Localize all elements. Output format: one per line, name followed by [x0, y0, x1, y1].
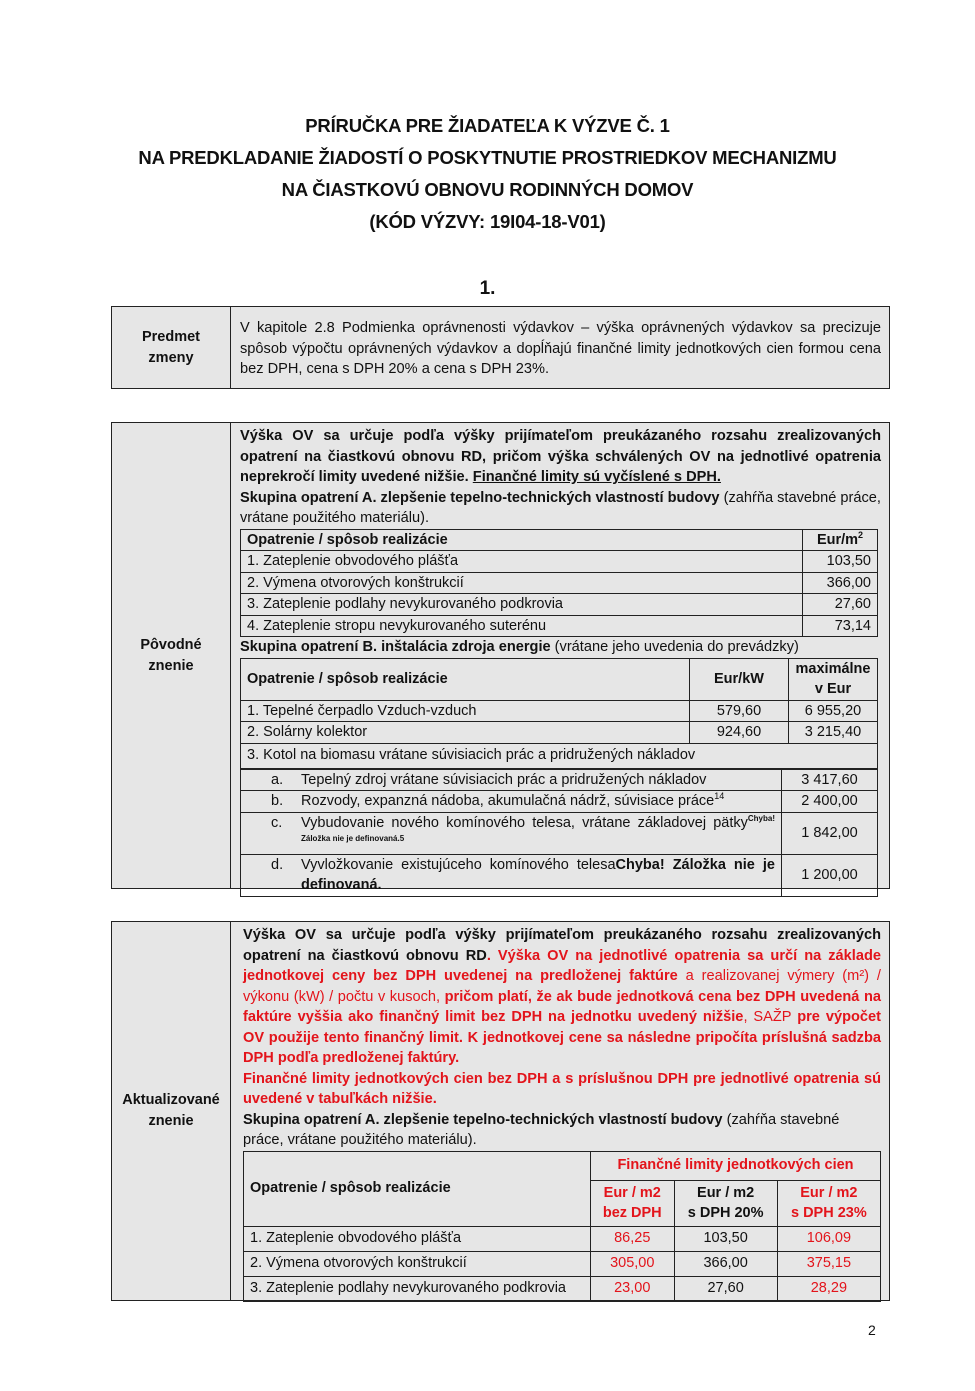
row-dph-20: 366,00: [674, 1251, 777, 1276]
original-intro: [240, 426, 881, 488]
col-header-bez-dph: [591, 1180, 675, 1226]
row-label: 1. Zateplenie obvodového plášťa: [241, 551, 803, 573]
updated-content: [231, 922, 889, 1300]
original-intro-bold: Výška OV sa určuje podľa výšky prijímateľom preukázaného rozsahu zrealizovaných opatrení na čiastkovú obnovu RD, pričom výška schválených OV na jednotlivé opatrenia neprekročí limity uvedené nižšie.: [240, 428, 881, 485]
row-dph-20: 27,60: [674, 1276, 777, 1301]
original-table-a: [240, 529, 878, 638]
table-row: [241, 551, 878, 573]
row-label: 4. Zateplenie stropu nevykurovaného suterénu: [241, 615, 803, 637]
group-b-note: (vrátane jeho uvedenia do prevádzky): [550, 639, 799, 655]
title-line-3: NA ČIASTKOVÚ OBNOVU RODINNÝCH DOMOV: [281, 179, 694, 200]
row-label: 3. Zateplenie podlahy nevykurovaného podkrovia: [244, 1276, 591, 1301]
col-header-measure: Opatrenie / spôsob realizácie: [241, 529, 803, 551]
row-dph-20: 103,50: [674, 1226, 777, 1251]
row-eur-kw: 579,60: [690, 700, 789, 722]
updated-group-a: [243, 1110, 881, 1151]
row-label: 2. Výmena otvorových konštrukcií: [241, 572, 803, 594]
bookmark-error: Chyba! Záložka nie je definovaná.5: [301, 814, 775, 844]
table-row: [244, 1251, 881, 1276]
original-label-line1: Pôvodné: [140, 636, 202, 653]
p1-red-b: , SAŽP: [743, 1009, 798, 1025]
table-row: [241, 700, 878, 722]
original-box: [111, 422, 890, 893]
p1-red-bold-c: pre výpočet OV použije tento finančný limit. K jednotkovej cene sa následne pripočíta príslušná sadzba DPH podľa predloženej faktúry.: [243, 1009, 881, 1066]
original-label-line2: znenie: [148, 657, 194, 674]
subrow-label: [241, 791, 782, 813]
row-bez-dph: 305,00: [591, 1251, 675, 1276]
row-label: 1. Tepelné čerpadlo Vzduch-vzduch: [241, 700, 690, 722]
table-row: [244, 1226, 881, 1251]
col-header-eur-m2: [803, 529, 878, 551]
h-l1: Eur / m2: [800, 1185, 858, 1201]
subrow-text: Rozvody, expanzná nádoba, akumulačná nádrž, súvisiace práce: [301, 793, 715, 809]
subrow-letter: d.: [271, 857, 284, 873]
group-b-heading: Skupina opatrení B. inštalácia zdroja energie: [240, 639, 551, 655]
table-row: [241, 791, 878, 813]
title-line-2: NA PREDKLADANIE ŽIADOSTÍ O POSKYTNUTIE PROSTRIEDKOV MECHANIZMU: [138, 147, 837, 168]
row-label: 2. Výmena otvorových konštrukcií: [244, 1251, 591, 1276]
p1-red-bold-b: pričom platí, že ak bude jednotková cena bez DPH uvedená na faktúre vyššia ako finančný limit bez DPH na jednotku uvedený nižšie: [243, 988, 881, 1025]
updated-label-line1: Aktualizované: [122, 1092, 220, 1108]
row-value: 27,60: [803, 594, 878, 616]
row-max: 6 955,20: [789, 700, 878, 722]
original-group-a: [240, 488, 881, 529]
row-dph-23: 28,29: [777, 1276, 880, 1301]
row-value: 73,14: [803, 615, 878, 637]
row-label: 3. Zateplenie podlahy nevykurovaného podkrovia: [241, 594, 803, 616]
table-row: [241, 594, 878, 616]
bookmark-error: Chyba! Záložka nie je definovaná.: [301, 857, 775, 893]
col-header-max-eur: [789, 658, 878, 700]
row-dph-23: 106,09: [777, 1226, 880, 1251]
group-a-heading: Skupina opatrení A. zlepšenie tepelno-technických vlastností budovy: [240, 489, 720, 506]
max-line2: v Eur: [814, 681, 852, 697]
page-number: 2: [868, 1322, 876, 1338]
h-l1: Eur / m2: [697, 1185, 755, 1201]
original-table-b-subrows: [240, 769, 878, 897]
subrow-text: Vyvložkovanie existujúceho komínového telesa: [301, 857, 616, 873]
sup-2: 2: [858, 529, 864, 540]
subject-label: [112, 307, 231, 388]
eur-m-text: Eur/m: [816, 531, 859, 548]
original-label: [112, 423, 231, 888]
subrow-value: 2 400,00: [782, 791, 878, 813]
updated-table: [243, 1151, 881, 1302]
updated-label-line2: znenie: [148, 1113, 194, 1129]
max-line1: maximálne: [795, 661, 871, 677]
subject-box: [111, 306, 890, 389]
row-label: 2. Solárny kolektor: [241, 722, 690, 744]
subrow-label: [241, 854, 782, 896]
subrow-text: Vybudovanie nového komínového telesa, vrátane základovej pätky: [301, 815, 748, 831]
subrow-label: [241, 812, 782, 854]
subrow-letter: c.: [271, 815, 283, 831]
subrow-value: 1 200,00: [782, 854, 878, 896]
row-label: 1. Zateplenie obvodového plášťa: [244, 1226, 591, 1251]
table-row: [241, 722, 878, 744]
subject-label-line1: Predmet: [141, 328, 201, 345]
row-biomass: 3. Kotol na biomasu vrátane súvisiacich prác a pridružených nákladov: [241, 743, 878, 768]
subrow-letter: b.: [271, 793, 284, 809]
subrow-letter: a.: [271, 771, 284, 788]
document-title: [0, 110, 975, 238]
group-a-note: (zahŕňa stavebné práce, vrátane použitého materiálu).: [240, 489, 881, 526]
footnote-ref[interactable]: 14: [714, 791, 725, 802]
subrow-label: [241, 769, 782, 791]
original-content: [231, 423, 889, 893]
group-a-heading: Skupina opatrení A. zlepšenie tepelno-technických vlastností budovy: [243, 1111, 723, 1128]
p1-red-a: a realizovanej výmery (m²) / výkonu (kW) / počtu v kusoch,: [243, 968, 881, 1005]
updated-paragraph-2: Finančné limity jednotkových cien bez DPH a s príslušnou DPH pre jednotlivé opatrenia sú uvedené v tabuľkách nižšie.: [243, 1070, 881, 1107]
title-line-4: (KÓD VÝZVY: 19I04-18-V01): [369, 211, 606, 232]
updated-box: [111, 921, 890, 1301]
updated-label: [112, 922, 231, 1300]
subrow-text: Tepelný zdroj vrátane súvisiacich prác a pridružených nákladov: [301, 771, 707, 788]
h-l2: s DPH 23%: [790, 1205, 867, 1221]
h-l2: bez DPH: [602, 1205, 662, 1221]
table-row: [241, 615, 878, 637]
col-header-dph-20: [674, 1180, 777, 1226]
table-row: [241, 812, 878, 854]
original-table-b: [240, 658, 878, 769]
p1-black: Výška OV sa určuje podľa výšky prijímateľom preukázaného rozsahu zrealizovaných opatrení na čiastkovú obnovu RD: [243, 927, 881, 964]
row-bez-dph: 86,25: [591, 1226, 675, 1251]
col-header-measure: Opatrenie / spôsob realizácie: [241, 658, 690, 700]
row-value: 103,50: [803, 551, 878, 573]
original-group-b: [240, 637, 881, 658]
row-value: 366,00: [803, 572, 878, 594]
col-header-eur-kw: Eur/kW: [690, 658, 789, 700]
col-header-measure: Opatrenie / spôsob realizácie: [244, 1151, 591, 1226]
col-header-dph-23: [777, 1180, 880, 1226]
subrow-value: 3 417,60: [782, 769, 878, 791]
table-header-row: [241, 529, 878, 551]
section-number: 1.: [479, 278, 496, 299]
row-dph-23: 375,15: [777, 1251, 880, 1276]
row-bez-dph: 23,00: [591, 1276, 675, 1301]
table-row: [241, 769, 878, 791]
row-max: 3 215,40: [789, 722, 878, 744]
p1-red-bold-a: . Výška OV na jednotlivé opatrenia sa určí na základe jednotkovej ceny bez DPH uvedenej na predloženej faktúre: [243, 947, 881, 984]
subject-label-line2: zmeny: [148, 349, 194, 366]
table-row: [241, 743, 878, 768]
col-group-header: Finančné limity jednotkových cien: [591, 1151, 881, 1180]
row-eur-kw: 924,60: [690, 722, 789, 744]
table-row: [241, 854, 878, 896]
original-intro-underlined: Finančné limity sú vyčíslené s DPH.: [472, 469, 721, 485]
group-a-note: (zahŕňa stavebné práce, vrátane použitého materiálu).: [243, 1111, 840, 1148]
subject-text: V kapitole 2.8 Podmienka oprávnenosti výdavkov – výška oprávnených výdavkov sa precizuje spôsob výpočtu oprávnených výdavkov a dopĺňajú finančné limity jednotkových cien formou cena bez DPH, cena s DPH 20% a cena s DPH 23%.: [240, 320, 881, 377]
subrow-value: 1 842,00: [782, 812, 878, 854]
h-l2: s DPH 20%: [687, 1205, 764, 1221]
h-l1: Eur / m2: [603, 1185, 661, 1201]
table-row: [241, 572, 878, 594]
table-header-row: [241, 658, 878, 700]
title-line-1: PRÍRUČKA PRE ŽIADATEĽA K VÝZVE Č. 1: [305, 115, 670, 136]
table-row: [244, 1276, 881, 1301]
table-header-row: [244, 1151, 881, 1180]
updated-paragraph-1: [243, 925, 881, 1069]
